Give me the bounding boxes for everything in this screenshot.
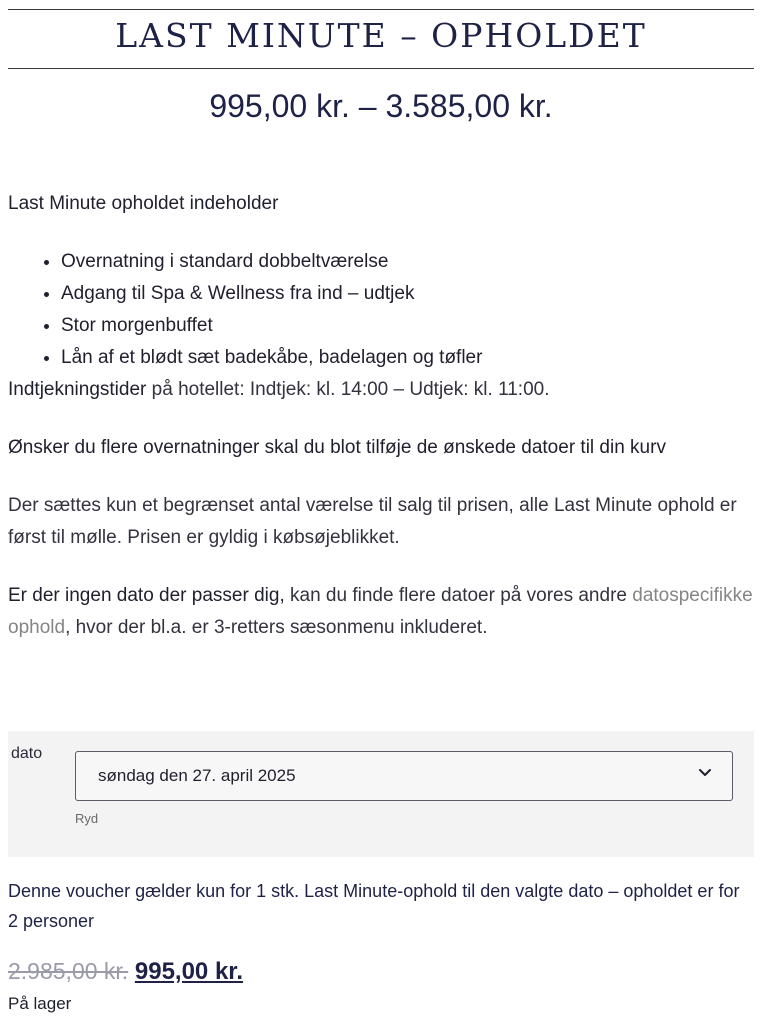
title-bottom-rule [8,68,754,69]
no-date-text-part1: kan du finde flere datoer på vores andre [284,585,633,606]
no-date-text [8,580,758,644]
old-price: 2.985,00 kr. [8,958,129,984]
price-range: 995,00 kr. – 3.585,00 kr. [209,88,553,124]
reset-variation-link[interactable]: Ryd [75,811,99,826]
stock-status: På lager [8,994,72,1013]
chevron-down-icon [696,764,714,782]
date-select[interactable] [75,751,733,801]
date-specific-stays-link[interactable]: datospecifikke ophold [8,585,753,638]
voucher-note: Denne voucher gælder kun for 1 stk. Last Minute-ophold til den valgte dato – opholdet er for 2 personer [8,881,740,931]
list-item: • Overnatning i standard dobbeltværelse [61,246,758,278]
list-item: • Adgang til Spa & Wellness fra ind – udtjek [61,278,758,310]
list-item: • Lån af et blødt sæt badekåbe, badelagen og tøfler [61,342,758,374]
current-price: 995,00 kr. [134,958,243,985]
checkin-times [8,374,758,406]
more-nights-text: Ønsker du flere overnatninger skal du blot tilføje de ønskede datoer til din kurv [8,437,666,458]
date-select-value: søndag den 27. april 2025 [98,766,296,785]
list-item: • Stor morgenbuffet [61,310,758,342]
included-list [8,246,758,374]
title-top-rule [8,9,754,10]
no-date-text-part2: , hvor der bl.a. er 3-retters sæsonmenu inkluderet. [65,617,488,638]
no-date-lead: Er der ingen dato der passer dig, [8,585,285,606]
variation-form [8,731,754,857]
product-title: LAST MINUTE – OPHOLDET [115,16,647,55]
checkin-label: Indtjekningstider [8,379,147,400]
limited-availability-text: Der sættes kun et begrænset antal værelse til salg til prisen, alle Last Minute ophold er først til mølle. Prisen er gyldig i købsøjeblikket. [8,495,737,548]
checkin-text: på hotellet: Indtjek: kl. 14:00 – Udtjek: kl. 11:00. [146,379,550,400]
date-label: dato [11,745,43,762]
product-description [8,188,758,644]
price-row [8,958,243,986]
description-intro: Last Minute opholdet indeholder [8,193,279,214]
